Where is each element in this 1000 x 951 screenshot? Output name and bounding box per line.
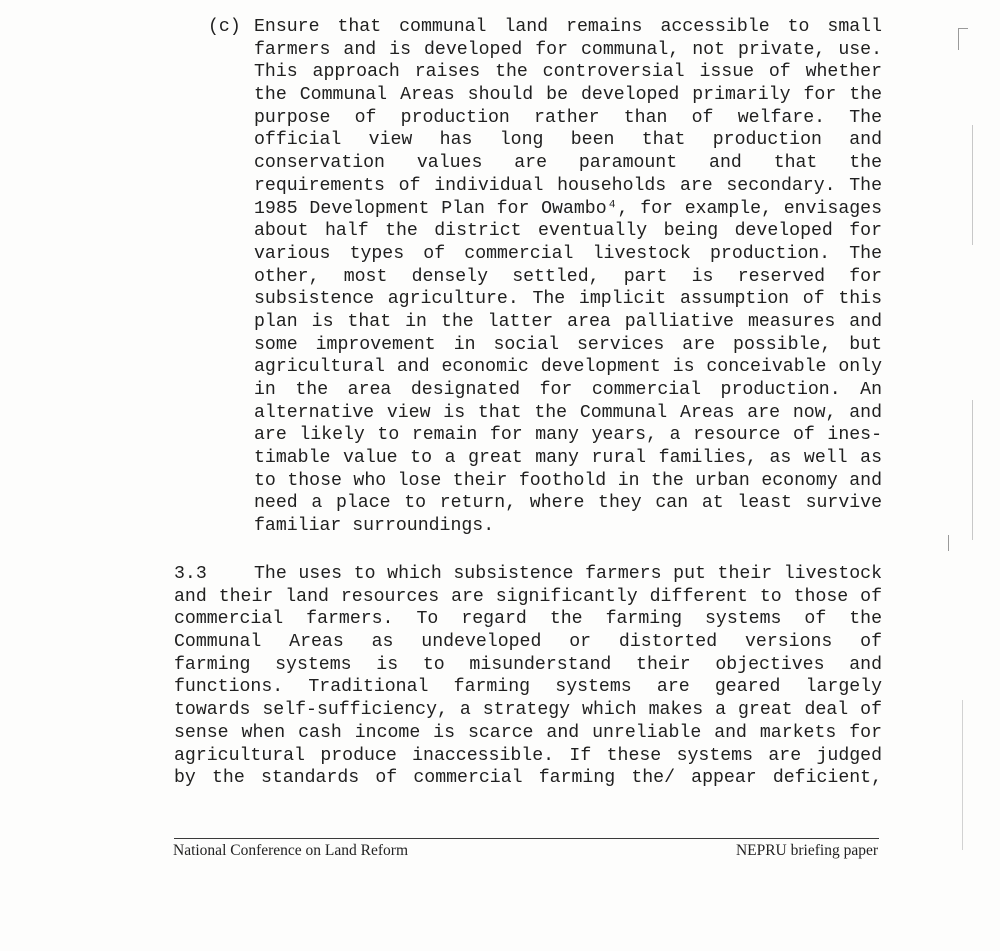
paragraph-c-line: Ensure that communal land remains accessible to small: [254, 17, 882, 37]
footer-rule: [174, 838, 879, 839]
paragraph-c-line: This approach raises the controversial issue of whether: [254, 62, 882, 83]
scan-edge-mark: [948, 535, 949, 551]
paragraph-c-line: subsistence agriculture. The implicit assumption of this: [254, 289, 882, 310]
paragraph-number: 3.3: [174, 564, 207, 584]
paragraph-c-line: alternative view is that the Communal Areas are now, and: [254, 402, 882, 423]
paragraph-c-line: familiar surroundings.: [254, 516, 495, 537]
scan-edge-mark: [972, 125, 973, 245]
paragraph-3-3-line: functions. Traditional farming systems are geared largely: [174, 677, 882, 698]
paragraph-c-line: about half the district eventually being developed for: [254, 221, 882, 242]
paragraph-3-3-line: commercial farmers. To regard the farming systems of the: [174, 609, 882, 630]
paragraph-c-line: farmers and is developed for communal, not private, use.: [254, 39, 882, 60]
paragraph-c-line: purpose of production rather than of welfare. The: [254, 107, 882, 128]
paragraph-c-line: agricultural and economic development is conceivable only: [254, 357, 882, 378]
paragraph-c-line: other, most densely settled, part is reserved for: [254, 266, 882, 287]
scan-edge-mark: [972, 400, 973, 540]
paragraph-c-line: the Communal Areas should be developed primarily for the: [254, 85, 882, 106]
paragraph-c-line: official view has long been that production and: [254, 130, 882, 151]
paragraph-c-line: in the area designated for commercial production. An: [254, 380, 882, 400]
paragraph-c-line: conservation values are paramount and that the: [254, 153, 882, 174]
paragraph-3-3-line: farming systems is to misunderstand their objectives and: [174, 654, 882, 675]
paragraph-c-line: some improvement in social services are possible, but: [254, 334, 882, 355]
scan-edge-mark: [958, 28, 959, 50]
paragraph-c-line: are likely to remain for many years, a resource of ines-: [254, 425, 882, 446]
paragraph-3-3-line: towards self-sufficiency, a strategy which makes a great deal of: [174, 700, 882, 721]
paragraph-3-3-line: Communal Areas as undeveloped or distorted versions of: [174, 632, 882, 653]
paragraph-c-marker: (c): [208, 17, 241, 37]
paragraph-3-3-line: The uses to which subsistence farmers put their livestock: [254, 564, 882, 584]
paragraph-3-3-first-line: [174, 563, 882, 586]
paragraph-3-3-line: sense when cash income is scarce and unreliable and markets for: [174, 722, 882, 743]
paragraph-c: [254, 16, 882, 538]
paragraph-3-3-line: agricultural produce inaccessible. If these systems are judged: [174, 745, 882, 766]
paragraph-c-line: need a place to return, where they can at least survive: [254, 493, 882, 514]
footer-conference-name: National Conference on Land Reform: [173, 842, 408, 859]
scan-edge-mark: [958, 28, 968, 29]
footer-paper-type: NEPRU briefing paper: [735, 842, 878, 859]
paragraph-c-line: to those who lose their foothold in the urban economy and: [254, 470, 882, 491]
paragraph-c-line: timable value to a great many rural families, as well as: [254, 448, 882, 469]
paragraph-3-3: [174, 563, 882, 790]
paragraph-3-3-line: and their land resources are significantly different to those of: [174, 586, 882, 607]
scan-edge-mark: [962, 700, 963, 850]
paragraph-c-line: plan is that in the latter area palliative measures and: [254, 311, 882, 332]
paragraph-c-line: various types of commercial livestock production. The: [254, 243, 882, 264]
paragraph-3-3-line: by the standards of commercial farming the/ appear deficient,: [174, 768, 882, 789]
paragraph-c-line: 1985 Development Plan for Owambo⁴, for example, envisages: [254, 198, 882, 219]
paragraph-c-line: requirements of individual households are secondary. The: [254, 175, 882, 196]
